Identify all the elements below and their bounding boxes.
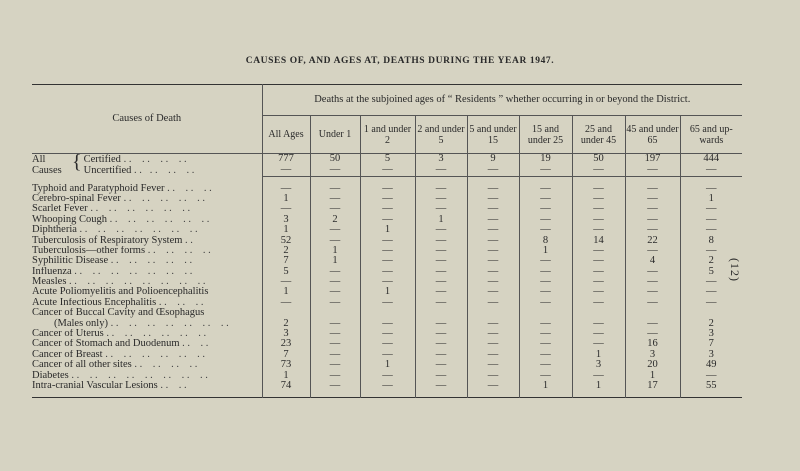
age-group-header: Deaths at the subjoined ages of “ Residents ” whether occurring in or beyond the District.: [262, 85, 742, 116]
cell-value: 3: [680, 329, 742, 339]
cell-value: —: [467, 183, 519, 193]
cause-cell: [32, 225, 262, 235]
cause-label: Cancer of Breast: [32, 349, 103, 360]
cell-value: —: [415, 204, 467, 214]
cell-value: —: [467, 360, 519, 370]
cell-value: 1: [310, 256, 360, 266]
cell-value: —: [310, 360, 360, 370]
uncertified-value: —: [310, 164, 360, 177]
cell-value: 1: [360, 225, 415, 235]
cell-value: —: [262, 277, 310, 287]
leader-dots: . . . . . . . . . . . . . . . .: [68, 370, 208, 381]
cell-value: —: [572, 246, 625, 256]
cell-value: —: [310, 194, 360, 204]
cell-value: —: [360, 339, 415, 349]
cell-value: —: [519, 194, 572, 204]
uncertified-value: —: [415, 164, 467, 177]
cell-value: —: [467, 370, 519, 380]
cell-value: [360, 308, 415, 318]
cell-value: 3: [625, 350, 680, 360]
cell-value: —: [680, 225, 742, 235]
cell-value: —: [262, 183, 310, 193]
certified-value: 19: [519, 154, 572, 165]
all-causes-cell: All Causes { Certified . . . . . . . . Uncertified . . . . . . . .: [32, 153, 195, 177]
cell-value: 3: [572, 360, 625, 370]
cell-value: —: [572, 298, 625, 308]
cell-value: 2: [680, 256, 742, 266]
column-header-3: 2 and under 5: [415, 116, 467, 154]
cell-value: —: [360, 370, 415, 380]
cell-value: —: [415, 225, 467, 235]
cell-value: —: [415, 298, 467, 308]
cell-value: —: [310, 381, 360, 391]
cell-value: —: [680, 370, 742, 380]
cause-cell: [32, 204, 262, 214]
leader-dots: . . . . . . . .: [131, 360, 198, 371]
cause-cell: [32, 329, 262, 339]
cell-value: —: [415, 267, 467, 277]
cell-value: 16: [625, 339, 680, 349]
cell-value: —: [572, 183, 625, 193]
cell-value: —: [467, 381, 519, 391]
cell-value: 1: [360, 287, 415, 297]
cause-cell: [32, 339, 262, 349]
cell-value: —: [467, 246, 519, 256]
cause-label: Cancer of Buccal Cavity and Œsophagus: [32, 308, 205, 319]
leader-dots: . . . . . . . . . . . . . .: [71, 266, 193, 277]
cell-value: 52: [262, 235, 310, 245]
table-row: [32, 308, 742, 318]
cause-label: Acute Poliomyelitis and Polioencephalitis: [32, 287, 209, 298]
cell-value: —: [625, 287, 680, 297]
cell-value: —: [360, 256, 415, 266]
cell-value: —: [572, 215, 625, 225]
column-header-2: 1 and under 2: [360, 116, 415, 154]
cell-value: —: [467, 256, 519, 266]
deaths-table: [32, 84, 742, 398]
cell-value: —: [467, 204, 519, 214]
cell-value: —: [310, 235, 360, 245]
cause-cell: [32, 183, 262, 193]
uncertified-value: —: [625, 164, 680, 177]
certified-value: 3: [415, 154, 467, 165]
cell-value: —: [519, 318, 572, 328]
cell-value: 1: [572, 381, 625, 391]
cause-cell: [32, 360, 262, 370]
cell-value: —: [310, 339, 360, 349]
certified-value: 50: [310, 154, 360, 165]
cell-value: 73: [262, 360, 310, 370]
cell-value: 1: [262, 194, 310, 204]
cell-value: [415, 308, 467, 318]
cause-label: Intra-cranial Vascular Lesions: [32, 380, 158, 391]
cell-value: —: [467, 318, 519, 328]
cell-value: —: [519, 329, 572, 339]
certified-value: 50: [572, 154, 625, 165]
cell-value: —: [467, 225, 519, 235]
cell-value: —: [467, 329, 519, 339]
cell-value: —: [415, 360, 467, 370]
cell-value: —: [310, 298, 360, 308]
causes-header: Causes of Death: [32, 85, 262, 154]
cell-value: —: [519, 204, 572, 214]
cell-value: —: [625, 329, 680, 339]
cell-value: —: [360, 318, 415, 328]
cell-value: —: [310, 267, 360, 277]
cell-value: —: [680, 204, 742, 214]
column-header-5: 15 and under 25: [519, 116, 572, 154]
cause-label: (Males only): [54, 318, 108, 329]
certified-value: 9: [467, 154, 519, 165]
uncertified-label: Uncertified: [83, 165, 132, 177]
cause-label: Acute Infectious Encephalitis: [32, 297, 157, 308]
cause-label: Cerebro-spinal Fever: [32, 193, 121, 204]
cause-cell: [32, 277, 262, 287]
cell-value: —: [625, 246, 680, 256]
cell-value: 5: [262, 267, 310, 277]
cell-value: —: [467, 215, 519, 225]
cell-value: —: [467, 235, 519, 245]
cell-value: [572, 308, 625, 318]
cell-value: —: [415, 256, 467, 266]
cell-value: —: [467, 350, 519, 360]
cell-value: —: [360, 350, 415, 360]
cell-value: —: [415, 246, 467, 256]
cell-value: —: [519, 277, 572, 287]
cell-value: —: [572, 370, 625, 380]
cell-value: —: [519, 339, 572, 349]
cell-value: 1: [262, 370, 310, 380]
column-header-6: 25 and under 45: [572, 116, 625, 154]
page-title: CAUSES OF, AND AGES AT, DEATHS DURING THE YEAR 1947.: [245, 56, 555, 66]
cell-value: —: [310, 225, 360, 235]
cell-value: 1: [572, 350, 625, 360]
cell-value: —: [262, 298, 310, 308]
cell-value: —: [572, 225, 625, 235]
cell-value: —: [360, 215, 415, 225]
column-header-4: 5 and under 15: [467, 116, 519, 154]
cell-value: —: [310, 318, 360, 328]
cell-value: 74: [262, 381, 310, 391]
certified-value: 5: [360, 154, 415, 165]
cause-cell: [32, 350, 262, 360]
cell-value: 14: [572, 235, 625, 245]
cell-value: 17: [625, 381, 680, 391]
leader-dots: . . . . . . . . . .: [108, 256, 193, 267]
cell-value: 2: [262, 246, 310, 256]
summary-certified-row: [32, 154, 742, 165]
cell-value: —: [680, 246, 742, 256]
cell-value: —: [519, 287, 572, 297]
cell-value: —: [625, 183, 680, 193]
cell-value: 5: [680, 267, 742, 277]
certified-value: 777: [262, 154, 310, 165]
cell-value: —: [519, 225, 572, 235]
cell-value: 3: [262, 329, 310, 339]
cell-value: —: [680, 215, 742, 225]
cell-value: 20: [625, 360, 680, 370]
cell-value: —: [360, 298, 415, 308]
cause-label: Scarlet Fever: [32, 204, 88, 215]
leader-dots: . . . . . . . . . . . . . .: [76, 224, 198, 236]
cause-label: Typhoid and Paratyphoid Fever: [32, 183, 165, 194]
cell-value: —: [519, 370, 572, 380]
cell-value: —: [467, 267, 519, 277]
cell-value: 1: [360, 360, 415, 370]
cell-value: —: [625, 215, 680, 225]
leader-dots: . . . . . . . . . . . .: [106, 214, 210, 225]
cell-value: 2: [310, 215, 360, 225]
cell-value: —: [467, 277, 519, 287]
cell-value: 1: [415, 215, 467, 225]
leader-dots: . . . . . . . . . . . .: [102, 349, 205, 360]
cell-value: —: [360, 183, 415, 193]
uncertified-value: —: [572, 164, 625, 177]
cause-cell: [32, 194, 262, 204]
leader-dots: . . . .: [157, 380, 187, 391]
cell-value: —: [572, 267, 625, 277]
cell-value: 7: [262, 350, 310, 360]
cause-label: Measles: [32, 276, 67, 288]
cell-value: —: [310, 350, 360, 360]
cell-value: —: [415, 277, 467, 287]
cell-value: —: [625, 194, 680, 204]
cell-value: —: [625, 267, 680, 277]
cell-value: —: [415, 287, 467, 297]
cause-cell: [32, 235, 262, 245]
cell-value: —: [360, 277, 415, 287]
column-header-8: 65 and up- wards: [680, 116, 742, 154]
cell-value: [262, 308, 310, 318]
cell-value: —: [467, 287, 519, 297]
cell-value: —: [680, 298, 742, 308]
leader-dots: . . . .: [179, 339, 209, 350]
cell-value: 2: [680, 318, 742, 328]
cell-value: —: [310, 204, 360, 214]
cell-value: —: [519, 183, 572, 193]
cell-value: 22: [625, 235, 680, 245]
leader-dots: . . . . . . . . . .: [120, 193, 205, 204]
cause-label: Whooping Cough: [32, 214, 107, 225]
cell-value: —: [625, 204, 680, 214]
cell-value: [680, 308, 742, 318]
certified-label: Certified: [83, 154, 121, 166]
cell-value: —: [519, 267, 572, 277]
cell-value: —: [572, 194, 625, 204]
causes-label: Causes: [32, 165, 62, 177]
cell-value: —: [519, 350, 572, 360]
cell-value: 1: [262, 287, 310, 297]
cell-value: 2: [262, 318, 310, 328]
uncertified-value: —: [262, 164, 310, 177]
cause-cell: [32, 215, 262, 225]
cause-cell: [32, 318, 262, 328]
cell-value: 4: [625, 256, 680, 266]
cell-value: —: [310, 183, 360, 193]
column-header-7: 45 and under 65: [625, 116, 680, 154]
cell-value: —: [310, 277, 360, 287]
cell-value: 1: [310, 246, 360, 256]
cell-value: 23: [262, 339, 310, 349]
cause-label: Syphilitic Disease: [32, 256, 109, 267]
cell-value: [625, 308, 680, 318]
certified-value: 444: [680, 154, 742, 165]
cell-value: —: [680, 277, 742, 287]
cell-value: —: [360, 329, 415, 339]
cell-value: —: [572, 287, 625, 297]
cell-value: —: [680, 183, 742, 193]
cell-value: —: [467, 339, 519, 349]
cell-value: 3: [262, 215, 310, 225]
cell-value: 1: [519, 246, 572, 256]
table-row: [32, 381, 742, 391]
column-header-1: Under 1: [310, 116, 360, 154]
uncertified-value: —: [467, 164, 519, 177]
cell-value: —: [680, 287, 742, 297]
uncertified-value: —: [680, 164, 742, 177]
cell-value: —: [310, 370, 360, 380]
cell-value: 1: [262, 225, 310, 235]
leader-dots: . . . . . .: [164, 183, 212, 194]
cell-value: —: [360, 381, 415, 391]
cause-label: Cancer of Stomach and Duodenum: [32, 339, 180, 350]
cell-value: —: [519, 256, 572, 266]
cell-value: —: [625, 298, 680, 308]
cell-value: —: [572, 256, 625, 266]
cell-value: —: [310, 287, 360, 297]
cell-value: —: [467, 194, 519, 204]
cell-value: 1: [680, 194, 742, 204]
cell-value: 55: [680, 381, 742, 391]
all-label: All: [32, 154, 46, 166]
cell-value: 1: [519, 381, 572, 391]
cell-value: 8: [519, 235, 572, 245]
cell-value: 8: [680, 235, 742, 245]
leader-dots: . . . . . . . . . . . .: [103, 328, 207, 340]
cause-cell: [32, 246, 262, 256]
table-row: [32, 298, 742, 308]
cell-value: —: [625, 318, 680, 328]
cell-value: —: [310, 329, 360, 339]
cell-value: —: [415, 381, 467, 391]
cell-value: —: [572, 339, 625, 349]
cell-value: —: [625, 277, 680, 287]
leader-dots: . . . . . . . . . . . . . .: [107, 318, 229, 329]
table-row: [32, 256, 742, 266]
brace-icon: {: [72, 153, 82, 174]
cell-value: —: [415, 370, 467, 380]
cell-value: —: [519, 215, 572, 225]
uncertified-value: —: [519, 164, 572, 177]
leader-dots: . .: [182, 235, 193, 246]
cell-value: —: [415, 183, 467, 193]
cell-value: 7: [262, 256, 310, 266]
cause-label: Cancer of Uterus: [32, 328, 104, 340]
table-row: [32, 225, 742, 235]
cell-value: —: [519, 298, 572, 308]
cell-value: 7: [680, 339, 742, 349]
cell-value: —: [572, 277, 625, 287]
leader-dots: . . . . . . . . . . . . . . . .: [66, 276, 206, 288]
cause-label: Tuberculosis of Respiratory System: [32, 235, 183, 246]
cell-value: [519, 308, 572, 318]
cause-cell: [32, 256, 262, 266]
column-header-0: All Ages: [262, 116, 310, 154]
cause-label: Tuberculosis—other forms: [32, 245, 146, 256]
cause-label: Diabetes: [32, 370, 69, 381]
cell-value: —: [360, 246, 415, 256]
table-row: [32, 360, 742, 370]
cell-value: —: [572, 318, 625, 328]
cell-value: —: [360, 194, 415, 204]
leader-dots: . . . . . . . . . . . .: [87, 204, 191, 215]
cell-value: —: [262, 204, 310, 214]
cell-value: —: [415, 194, 467, 204]
cause-label: Cancer of all other sites: [32, 360, 132, 371]
cell-value: [310, 308, 360, 318]
certified-value: 197: [625, 154, 680, 165]
cause-cell: [32, 298, 262, 308]
cause-cell: [32, 287, 262, 297]
uncertified-value: —: [360, 164, 415, 177]
cell-value: —: [625, 225, 680, 235]
leader-dots: . . . . . .: [156, 297, 204, 308]
page-number: (12): [728, 258, 742, 282]
table-row: [32, 204, 742, 214]
cell-value: —: [415, 339, 467, 349]
cell-value: 1: [625, 370, 680, 380]
cell-value: [467, 308, 519, 318]
cell-value: —: [360, 204, 415, 214]
cell-value: 49: [680, 360, 742, 370]
cause-cell: [32, 308, 262, 318]
cell-value: —: [572, 329, 625, 339]
cell-value: —: [519, 360, 572, 370]
cause-cell: [32, 381, 262, 391]
cause-label: Diphtheria: [32, 224, 77, 236]
cell-value: —: [415, 329, 467, 339]
cause-label: Influenza: [32, 266, 72, 277]
cause-cell: [32, 267, 262, 277]
table-body: [32, 154, 742, 398]
cell-value: 3: [680, 350, 742, 360]
cell-value: —: [415, 235, 467, 245]
leader-dots: . . . . . . . .: [145, 245, 211, 256]
cell-value: —: [467, 298, 519, 308]
cell-value: —: [360, 235, 415, 245]
cell-value: —: [415, 350, 467, 360]
cell-value: —: [572, 204, 625, 214]
cell-value: —: [360, 267, 415, 277]
cell-value: —: [415, 318, 467, 328]
cause-cell: [32, 370, 262, 380]
